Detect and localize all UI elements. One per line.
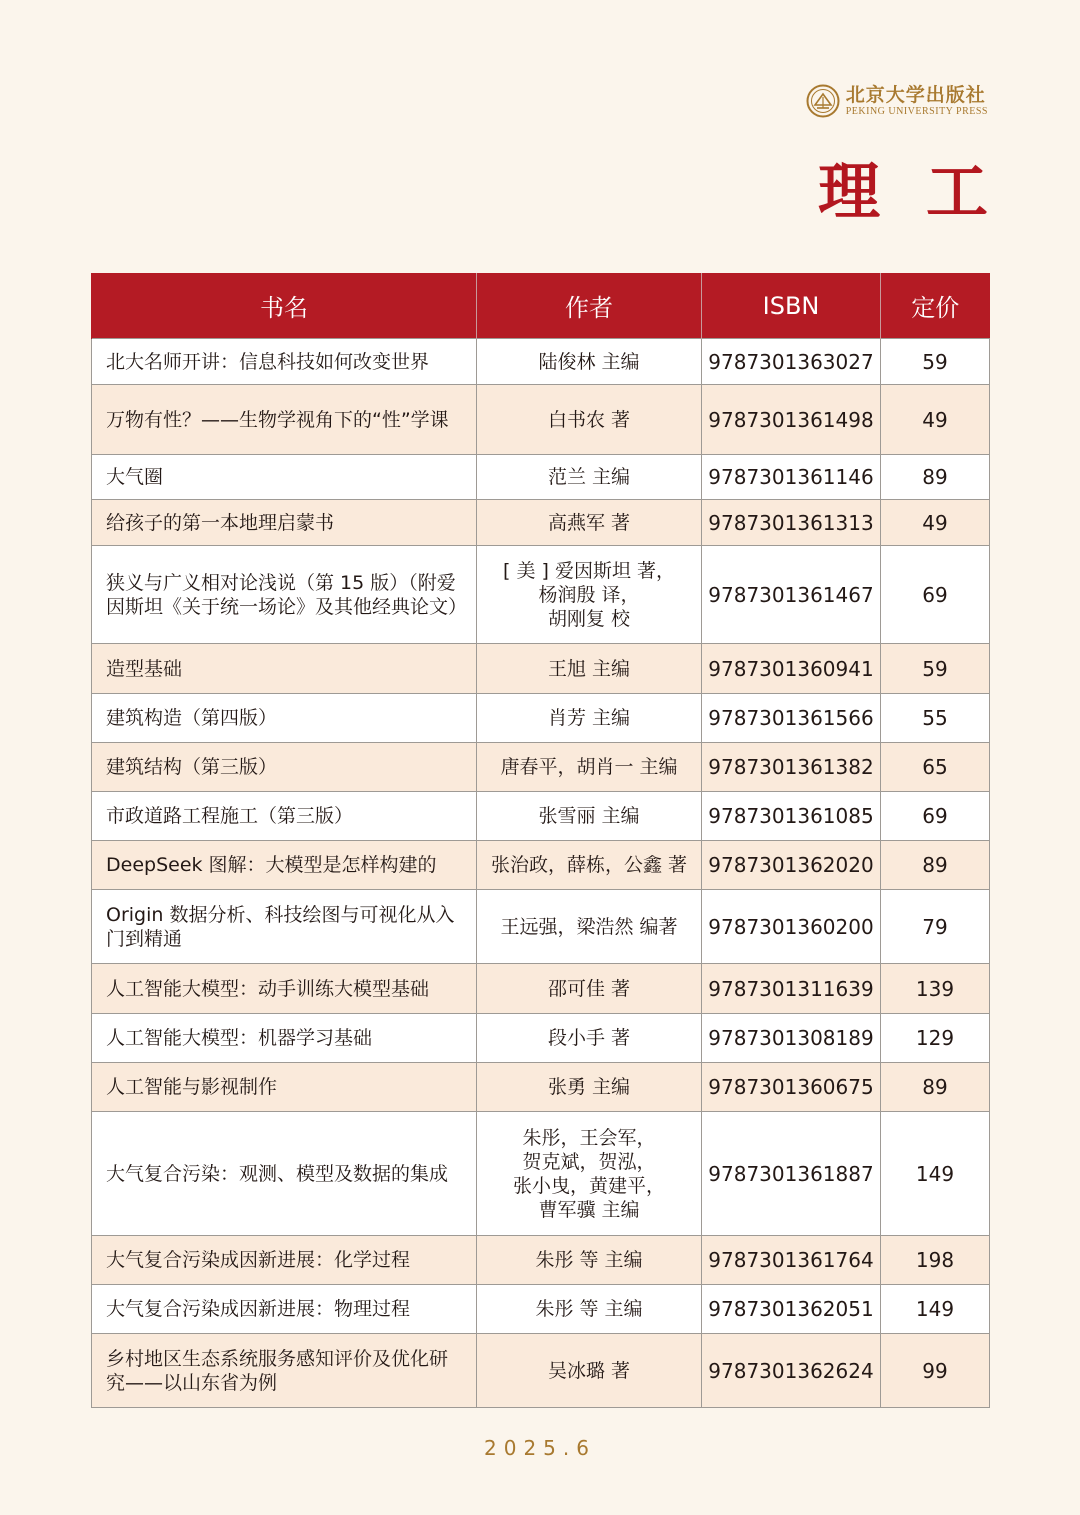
book-isbn-cell: 9787301361382 — [702, 743, 881, 792]
book-price-cell: 139 — [881, 964, 990, 1014]
book-author-cell: 朱彤 等 主编 — [477, 1236, 702, 1285]
table-row — [92, 455, 990, 500]
column-header-isbn: ISBN — [702, 273, 881, 339]
book-title-cell: 狭义与广义相对论浅说（第 15 版）（附爱因斯坦《关于统一场论》及其他经典论文） — [92, 546, 477, 644]
book-price-cell: 89 — [881, 455, 990, 500]
book-price-cell: 49 — [881, 385, 990, 455]
book-author-cell: 王旭 主编 — [477, 644, 702, 694]
book-title-cell: 建筑构造（第四版） — [92, 694, 477, 743]
table-row — [92, 792, 990, 841]
book-title-cell: 人工智能大模型：动手训练大模型基础 — [92, 964, 477, 1014]
book-title-cell: 大气复合污染：观测、模型及数据的集成 — [92, 1112, 477, 1236]
book-isbn-cell: 9787301361313 — [702, 500, 881, 546]
table-row — [92, 500, 990, 546]
publisher-name-cn: 北京大学出版社 — [845, 84, 986, 106]
publisher-name-en: PEKING UNIVERSITY PRESS — [845, 106, 988, 117]
book-isbn-cell: 9787301360675 — [702, 1063, 881, 1112]
book-price-cell: 89 — [881, 841, 990, 890]
book-title-cell: 万物有性？——生物学视角下的“性”学课 — [92, 385, 477, 455]
book-title-cell: 大气复合污染成因新进展：物理过程 — [92, 1285, 477, 1334]
book-title-cell: 大气圈 — [92, 455, 477, 500]
column-header-author: 作者 — [477, 273, 702, 339]
book-title-cell: 建筑结构（第三版） — [92, 743, 477, 792]
table-body — [92, 339, 990, 1408]
book-author-cell: 王远强，梁浩然 编著 — [477, 890, 702, 964]
table-row — [92, 1063, 990, 1112]
book-isbn-cell: 9787301361764 — [702, 1236, 881, 1285]
table-row — [92, 1014, 990, 1063]
book-author-cell: 陆俊林 主编 — [477, 339, 702, 385]
book-title-cell: 造型基础 — [92, 644, 477, 694]
book-price-cell: 49 — [881, 500, 990, 546]
book-title-cell: Origin 数据分析、科技绘图与可视化从入门到精通 — [92, 890, 477, 964]
book-author-cell: 唐春平，胡肖一 主编 — [477, 743, 702, 792]
table-row — [92, 1334, 990, 1408]
book-price-cell: 129 — [881, 1014, 990, 1063]
book-price-cell: 65 — [881, 743, 990, 792]
book-isbn-cell: 9787301360941 — [702, 644, 881, 694]
book-isbn-cell: 9787301363027 — [702, 339, 881, 385]
table-row — [92, 964, 990, 1014]
book-isbn-cell: 9787301311639 — [702, 964, 881, 1014]
book-author-cell: 高燕军 著 — [477, 500, 702, 546]
book-isbn-cell: 9787301361085 — [702, 792, 881, 841]
book-author-cell: 白书农 著 — [477, 385, 702, 455]
book-author-cell: 张勇 主编 — [477, 1063, 702, 1112]
book-author-cell: 范兰 主编 — [477, 455, 702, 500]
book-price-cell: 198 — [881, 1236, 990, 1285]
book-isbn-cell: 9787301361146 — [702, 455, 881, 500]
pku-emblem-icon — [806, 84, 840, 118]
book-catalog-table — [91, 273, 990, 1408]
table-row — [92, 339, 990, 385]
table-row — [92, 890, 990, 964]
table-row — [92, 1112, 990, 1236]
book-isbn-cell: 9787301361566 — [702, 694, 881, 743]
publisher-logo — [806, 84, 988, 118]
book-title-cell: 给孩子的第一本地理启蒙书 — [92, 500, 477, 546]
book-title-cell: 市政道路工程施工（第三版） — [92, 792, 477, 841]
book-isbn-cell: 9787301361887 — [702, 1112, 881, 1236]
book-title-cell: 人工智能与影视制作 — [92, 1063, 477, 1112]
column-header-price: 定价 — [881, 273, 990, 339]
table-row — [92, 841, 990, 890]
page-title: 理工 — [817, 155, 1034, 228]
table-row — [92, 546, 990, 644]
book-price-cell: 55 — [881, 694, 990, 743]
book-isbn-cell: 9787301362624 — [702, 1334, 881, 1408]
table-row — [92, 694, 990, 743]
book-author-cell: 吴冰璐 著 — [477, 1334, 702, 1408]
book-price-cell: 69 — [881, 546, 990, 644]
table-row — [92, 385, 990, 455]
book-isbn-cell: 9787301360200 — [702, 890, 881, 964]
table-row — [92, 1285, 990, 1334]
book-isbn-cell: 9787301361467 — [702, 546, 881, 644]
book-author-cell: 肖芳 主编 — [477, 694, 702, 743]
book-price-cell: 79 — [881, 890, 990, 964]
book-price-cell: 149 — [881, 1285, 990, 1334]
book-author-cell: 朱彤 等 主编 — [477, 1285, 702, 1334]
table-row — [92, 1236, 990, 1285]
book-title-cell: DeepSeek 图解：大模型是怎样构建的 — [92, 841, 477, 890]
book-isbn-cell: 9787301361498 — [702, 385, 881, 455]
book-price-cell: 99 — [881, 1334, 990, 1408]
book-author-cell: [ 美 ] 爱因斯坦 著， 杨润殷 译， 胡刚复 校 — [477, 546, 702, 644]
table-row — [92, 743, 990, 792]
book-title-cell: 北大名师开讲：信息科技如何改变世界 — [92, 339, 477, 385]
book-author-cell: 段小手 著 — [477, 1014, 702, 1063]
book-title-cell: 乡村地区生态系统服务感知评价及优化研究——以山东省为例 — [92, 1334, 477, 1408]
book-price-cell: 149 — [881, 1112, 990, 1236]
book-price-cell: 69 — [881, 792, 990, 841]
book-isbn-cell: 9787301362051 — [702, 1285, 881, 1334]
footer-date: 2025.6 — [484, 1436, 596, 1460]
book-isbn-cell: 9787301308189 — [702, 1014, 881, 1063]
book-price-cell: 59 — [881, 644, 990, 694]
book-author-cell: 邵可佳 著 — [477, 964, 702, 1014]
book-author-cell: 朱彤，王会军， 贺克斌，贺泓， 张小曳，黄建平， 曹军骥 主编 — [477, 1112, 702, 1236]
book-author-cell: 张雪丽 主编 — [477, 792, 702, 841]
book-isbn-cell: 9787301362020 — [702, 841, 881, 890]
table-header-row — [92, 273, 990, 339]
table-row — [92, 644, 990, 694]
book-title-cell: 大气复合污染成因新进展：化学过程 — [92, 1236, 477, 1285]
book-author-cell: 张治政，薛栋，公鑫 著 — [477, 841, 702, 890]
book-price-cell: 59 — [881, 339, 990, 385]
book-price-cell: 89 — [881, 1063, 990, 1112]
column-header-title: 书名 — [92, 273, 477, 339]
book-title-cell: 人工智能大模型：机器学习基础 — [92, 1014, 477, 1063]
